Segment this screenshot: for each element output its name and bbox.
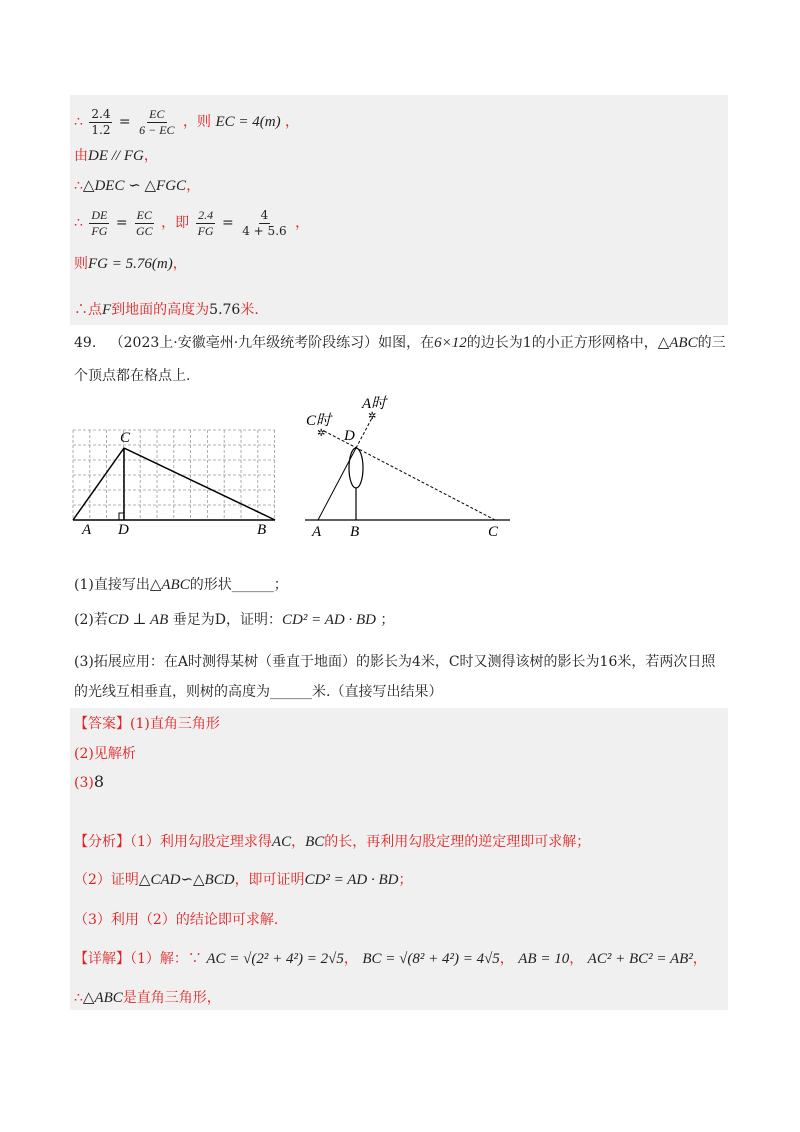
label-b: B [350, 524, 360, 540]
answer-line-2: (2)见解析 [74, 746, 136, 762]
label-a: A [82, 522, 92, 538]
sun-c-icon: ✲ [317, 428, 326, 439]
detail-line-2: ∴△ABC是直角三角形， [74, 990, 221, 1006]
label-b: B [257, 522, 267, 538]
question-line-1: 49. （2023上·安徽亳州·九年级统考阶段练习）如图，在6×12的边长为1的小正方形网格中，△ABC的三 [74, 335, 726, 351]
sun-a-icon: ✲ [368, 411, 377, 422]
ray-a-solid [318, 448, 356, 520]
solution-line-2: 由DE // FG， [74, 148, 158, 164]
detail-line-1: 【详解】（1）解：∵ AC = √(2² + 4²) = 2√5， BC = √(8² + 4²) = 4√5， AB = 10， AC² + BC² = AB²， [74, 951, 707, 967]
side-bc [124, 448, 275, 520]
answer-line-3: (3)8 [74, 772, 105, 791]
fraction: $\frac{EC}{GC}$ [136, 207, 153, 238]
solution-line-3: ∴△DEC ∽ △FGC， [74, 178, 201, 194]
fraction: $\frac{4}{4 + 5.6}$ [242, 207, 287, 238]
therefore-symbol: ∴ [74, 114, 83, 130]
figure-grid-triangle [60, 418, 290, 548]
label-c-time: C时 [306, 413, 332, 429]
solution-line-4: ∴ $\frac{DE}{FG}$ = $\frac{EC}{GC}$ ，即 $\frac{2.4}{FG}$ = $\frac{4}{4 + 5.6}$ ， [74, 207, 310, 238]
solution-line-5: 则FG = 5.76(m)， [74, 256, 187, 272]
label-c: C [120, 430, 131, 446]
analysis-line-1: 【分析】（1）利用勾股定理求得AC，BC的长，再利用勾股定理的逆定理即可求解； [74, 834, 591, 850]
side-ac [73, 448, 124, 520]
question-line-2: 个顶点都在格点上. [74, 368, 191, 384]
solution-line-6: ∴点F到地面的高度为5.76米. [74, 302, 259, 318]
figure-tree-shadows [300, 388, 525, 543]
label-a: A [312, 524, 322, 540]
answer-line-1: 【答案】(1)直角三角形 [74, 716, 220, 732]
analysis-line-3: （3）利用（2）的结论即可求解. [74, 912, 279, 928]
label-d: D [118, 522, 129, 538]
part-2: (2)若CD ⊥ AB 垂足为D，证明：CD² = AD · BD ； [74, 612, 395, 628]
fraction: $\frac{DE}{FG}$ [91, 207, 108, 238]
tree-crown [349, 448, 363, 488]
fraction: $\frac{EC}{6 - EC}$ [139, 106, 175, 137]
label-d: D [344, 428, 355, 444]
part-3-line-2: 的光线互相垂直，则树的高度为______米.（直接写出结果） [74, 684, 443, 700]
label-a-time: A时 [362, 396, 387, 412]
fraction: $\frac{2.4}{1.2}$ [91, 106, 111, 137]
result-ec: EC = 4(m) [215, 114, 281, 130]
part-1: (1)直接写出△ABC的形状______； [74, 577, 288, 593]
label-c: C [488, 524, 499, 540]
solution-line-1: ∴ $\frac{2.4}{1.2}$ = $\frac{EC}{6 - EC}$ ，则 EC = 4(m) ， [74, 106, 300, 137]
fraction: $\frac{2.4}{FG}$ [197, 207, 214, 238]
analysis-line-2: （2）证明△CAD∽△BCD，即可证明CD² = AD · BD； [74, 872, 413, 888]
part-3-line-1: (3)拓展应用：在A时测得某树（垂直于地面）的影长为4米，C时又测得该树的影长为16米，若两次日照 [74, 654, 716, 670]
